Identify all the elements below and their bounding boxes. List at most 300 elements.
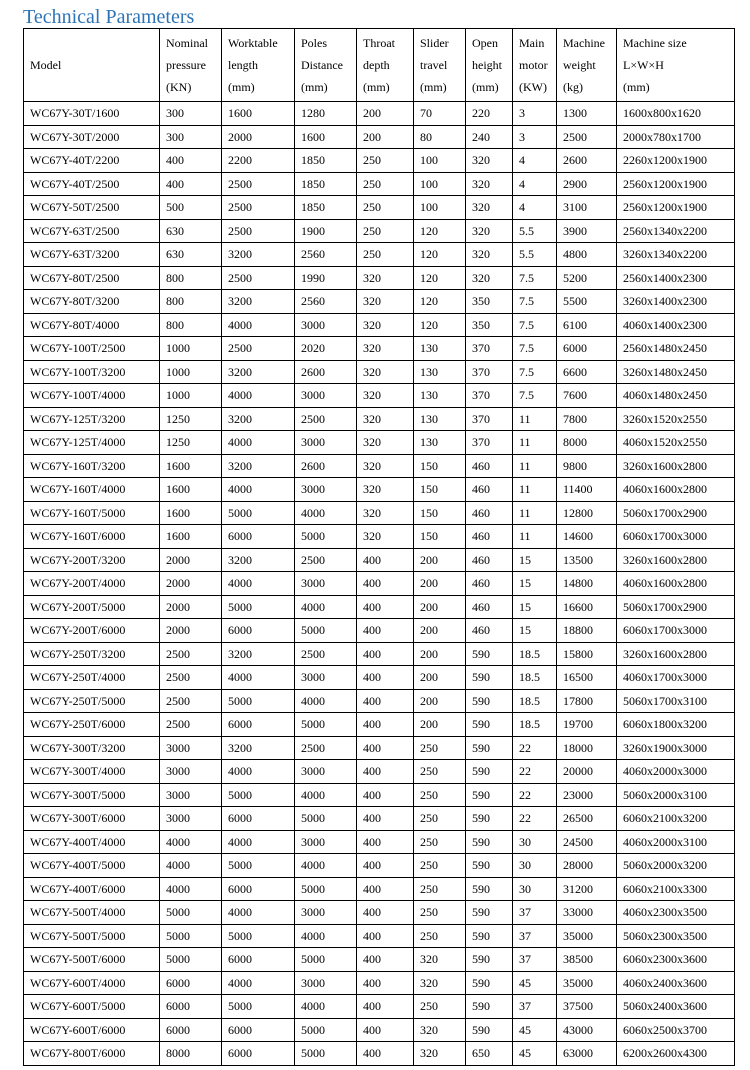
header-nominal-pressure: [160, 29, 222, 102]
table-row: [24, 266, 735, 290]
cell-worktable-length: 2200: [222, 149, 295, 173]
cell-machine-size: 3260x1900x3000: [617, 736, 735, 760]
cell-throat-depth: 400: [357, 971, 414, 995]
cell-nominal-pressure: 1250: [160, 431, 222, 455]
cell-nominal-pressure: 2000: [160, 572, 222, 596]
header-line: Nominal: [166, 36, 208, 50]
cell-main-motor: 37: [513, 901, 557, 925]
cell-model: WC67Y-800T/6000: [24, 1042, 160, 1066]
cell-model: WC67Y-250T/3200: [24, 642, 160, 666]
cell-open-height: 350: [466, 290, 513, 314]
cell-machine-weight: 6100: [557, 313, 617, 337]
cell-nominal-pressure: 400: [160, 149, 222, 173]
cell-machine-size: 2000x780x1700: [617, 125, 735, 149]
table-row: [24, 736, 735, 760]
header-line: (mm): [420, 80, 447, 94]
header-line: Machine: [563, 36, 605, 50]
cell-slider-travel: 320: [414, 948, 466, 972]
table-row: [24, 619, 735, 643]
cell-main-motor: 3: [513, 125, 557, 149]
cell-machine-size: 5060x2300x3500: [617, 924, 735, 948]
cell-open-height: 590: [466, 830, 513, 854]
cell-slider-travel: 200: [414, 595, 466, 619]
cell-poles-distance: 2560: [295, 243, 357, 267]
cell-model: WC67Y-300T/4000: [24, 760, 160, 784]
cell-poles-distance: 5000: [295, 525, 357, 549]
cell-throat-depth: 320: [357, 478, 414, 502]
cell-nominal-pressure: 2500: [160, 713, 222, 737]
cell-machine-size: 4060x1400x2300: [617, 313, 735, 337]
cell-slider-travel: 200: [414, 619, 466, 643]
cell-model: WC67Y-300T/5000: [24, 783, 160, 807]
cell-nominal-pressure: 300: [160, 102, 222, 126]
header-line: (KW): [519, 80, 547, 94]
cell-machine-size: 6060x2500x3700: [617, 1018, 735, 1042]
cell-main-motor: 45: [513, 971, 557, 995]
cell-machine-weight: 17800: [557, 689, 617, 713]
cell-slider-travel: 250: [414, 783, 466, 807]
header-line: (mm): [301, 80, 328, 94]
cell-model: WC67Y-100T/4000: [24, 384, 160, 408]
cell-main-motor: 22: [513, 783, 557, 807]
cell-throat-depth: 400: [357, 689, 414, 713]
cell-poles-distance: 3000: [295, 830, 357, 854]
cell-poles-distance: 3000: [295, 901, 357, 925]
cell-machine-weight: 2500: [557, 125, 617, 149]
cell-nominal-pressure: 1000: [160, 337, 222, 361]
table-row: [24, 290, 735, 314]
table-row: [24, 642, 735, 666]
cell-model: WC67Y-600T/4000: [24, 971, 160, 995]
cell-poles-distance: 1850: [295, 149, 357, 173]
cell-worktable-length: 5000: [222, 783, 295, 807]
cell-throat-depth: 400: [357, 783, 414, 807]
table-row: [24, 783, 735, 807]
cell-machine-weight: 2600: [557, 149, 617, 173]
cell-poles-distance: 4000: [295, 783, 357, 807]
technical-parameters-table: [23, 28, 735, 1066]
cell-machine-weight: 14600: [557, 525, 617, 549]
header-line: (kg): [563, 80, 583, 94]
cell-poles-distance: 5000: [295, 1042, 357, 1066]
cell-open-height: 460: [466, 548, 513, 572]
cell-worktable-length: 1600: [222, 102, 295, 126]
cell-nominal-pressure: 8000: [160, 1042, 222, 1066]
cell-open-height: 590: [466, 713, 513, 737]
cell-model: WC67Y-125T/4000: [24, 431, 160, 455]
table-row: [24, 995, 735, 1019]
cell-machine-weight: 33000: [557, 901, 617, 925]
cell-model: WC67Y-400T/4000: [24, 830, 160, 854]
cell-nominal-pressure: 4000: [160, 854, 222, 878]
cell-nominal-pressure: 1600: [160, 501, 222, 525]
table-row: [24, 595, 735, 619]
cell-slider-travel: 250: [414, 854, 466, 878]
cell-throat-depth: 400: [357, 760, 414, 784]
cell-model: WC67Y-100T/2500: [24, 337, 160, 361]
table-body: [24, 102, 735, 1066]
cell-throat-depth: 250: [357, 243, 414, 267]
cell-open-height: 350: [466, 313, 513, 337]
cell-nominal-pressure: 1600: [160, 525, 222, 549]
cell-nominal-pressure: 800: [160, 290, 222, 314]
cell-poles-distance: 3000: [295, 666, 357, 690]
cell-machine-weight: 16600: [557, 595, 617, 619]
cell-slider-travel: 150: [414, 478, 466, 502]
cell-main-motor: 22: [513, 760, 557, 784]
cell-machine-size: 3260x1600x2800: [617, 454, 735, 478]
cell-open-height: 590: [466, 807, 513, 831]
table-row: [24, 454, 735, 478]
cell-nominal-pressure: 6000: [160, 971, 222, 995]
cell-machine-size: 4060x1700x3000: [617, 666, 735, 690]
cell-model: WC67Y-63T/2500: [24, 219, 160, 243]
cell-poles-distance: 3000: [295, 478, 357, 502]
cell-nominal-pressure: 2500: [160, 642, 222, 666]
cell-machine-size: 3260x1340x2200: [617, 243, 735, 267]
cell-open-height: 460: [466, 595, 513, 619]
cell-main-motor: 30: [513, 877, 557, 901]
cell-model: WC67Y-200T/3200: [24, 548, 160, 572]
cell-throat-depth: 320: [357, 384, 414, 408]
cell-worktable-length: 3200: [222, 642, 295, 666]
header-line: Model: [30, 58, 62, 72]
cell-machine-size: 4060x2000x3000: [617, 760, 735, 784]
cell-throat-depth: 400: [357, 619, 414, 643]
cell-worktable-length: 6000: [222, 713, 295, 737]
cell-throat-depth: 400: [357, 713, 414, 737]
cell-open-height: 320: [466, 149, 513, 173]
cell-slider-travel: 100: [414, 172, 466, 196]
table-row: [24, 760, 735, 784]
cell-worktable-length: 3200: [222, 548, 295, 572]
cell-machine-weight: 7800: [557, 407, 617, 431]
header-machine-weight: [557, 29, 617, 102]
cell-machine-size: 6060x2300x3600: [617, 948, 735, 972]
cell-throat-depth: 400: [357, 642, 414, 666]
cell-main-motor: 7.5: [513, 337, 557, 361]
cell-open-height: 590: [466, 877, 513, 901]
cell-nominal-pressure: 3000: [160, 760, 222, 784]
cell-machine-weight: 6600: [557, 360, 617, 384]
cell-open-height: 370: [466, 337, 513, 361]
cell-slider-travel: 200: [414, 666, 466, 690]
table-row: [24, 196, 735, 220]
cell-machine-size: 5060x1700x3100: [617, 689, 735, 713]
header-line: Worktable: [228, 36, 278, 50]
cell-slider-travel: 120: [414, 290, 466, 314]
table-row: [24, 830, 735, 854]
cell-slider-travel: 250: [414, 760, 466, 784]
cell-worktable-length: 4000: [222, 313, 295, 337]
cell-model: WC67Y-250T/4000: [24, 666, 160, 690]
cell-open-height: 320: [466, 172, 513, 196]
cell-slider-travel: 130: [414, 407, 466, 431]
cell-poles-distance: 4000: [295, 995, 357, 1019]
cell-slider-travel: 70: [414, 102, 466, 126]
cell-main-motor: 18.5: [513, 713, 557, 737]
cell-open-height: 590: [466, 854, 513, 878]
cell-main-motor: 7.5: [513, 384, 557, 408]
table-row: [24, 854, 735, 878]
header-poles-distance: [295, 29, 357, 102]
cell-worktable-length: 2500: [222, 196, 295, 220]
cell-throat-depth: 400: [357, 807, 414, 831]
cell-throat-depth: 200: [357, 125, 414, 149]
header-line: Slider: [420, 36, 449, 50]
cell-worktable-length: 2500: [222, 172, 295, 196]
cell-slider-travel: 120: [414, 266, 466, 290]
cell-slider-travel: 120: [414, 243, 466, 267]
cell-slider-travel: 130: [414, 431, 466, 455]
cell-poles-distance: 2020: [295, 337, 357, 361]
cell-main-motor: 37: [513, 995, 557, 1019]
table-row: [24, 548, 735, 572]
cell-throat-depth: 400: [357, 548, 414, 572]
cell-nominal-pressure: 300: [160, 125, 222, 149]
cell-nominal-pressure: 3000: [160, 807, 222, 831]
cell-poles-distance: 2600: [295, 454, 357, 478]
cell-open-height: 590: [466, 642, 513, 666]
cell-poles-distance: 1900: [295, 219, 357, 243]
cell-model: WC67Y-250T/6000: [24, 713, 160, 737]
cell-model: WC67Y-300T/3200: [24, 736, 160, 760]
cell-model: WC67Y-80T/2500: [24, 266, 160, 290]
cell-open-height: 590: [466, 948, 513, 972]
cell-main-motor: 15: [513, 595, 557, 619]
cell-open-height: 590: [466, 689, 513, 713]
cell-machine-weight: 3100: [557, 196, 617, 220]
cell-machine-size: 3260x1480x2450: [617, 360, 735, 384]
header-model: [24, 29, 160, 102]
cell-throat-depth: 400: [357, 830, 414, 854]
cell-throat-depth: 400: [357, 995, 414, 1019]
cell-throat-depth: 320: [357, 525, 414, 549]
cell-main-motor: 11: [513, 407, 557, 431]
cell-worktable-length: 3200: [222, 360, 295, 384]
table-row: [24, 360, 735, 384]
cell-poles-distance: 2500: [295, 407, 357, 431]
cell-worktable-length: 5000: [222, 501, 295, 525]
cell-model: WC67Y-500T/6000: [24, 948, 160, 972]
cell-poles-distance: 5000: [295, 619, 357, 643]
cell-machine-size: 4060x2000x3100: [617, 830, 735, 854]
cell-machine-size: 4060x2300x3500: [617, 901, 735, 925]
cell-nominal-pressure: 2000: [160, 548, 222, 572]
header-row: [24, 29, 735, 102]
header-line: (mm): [623, 80, 650, 94]
table-row: [24, 125, 735, 149]
header-line: (KN): [166, 80, 192, 94]
cell-poles-distance: 4000: [295, 689, 357, 713]
cell-poles-distance: 5000: [295, 807, 357, 831]
cell-main-motor: 4: [513, 172, 557, 196]
cell-machine-weight: 24500: [557, 830, 617, 854]
table-row: [24, 901, 735, 925]
cell-poles-distance: 3000: [295, 313, 357, 337]
table-row: [24, 1042, 735, 1066]
cell-worktable-length: 3200: [222, 290, 295, 314]
cell-main-motor: 15: [513, 572, 557, 596]
table-row: [24, 243, 735, 267]
cell-main-motor: 18.5: [513, 642, 557, 666]
cell-poles-distance: 3000: [295, 971, 357, 995]
cell-worktable-length: 6000: [222, 1018, 295, 1042]
cell-main-motor: 45: [513, 1018, 557, 1042]
header-line: depth: [363, 58, 390, 72]
cell-main-motor: 7.5: [513, 290, 557, 314]
cell-poles-distance: 1280: [295, 102, 357, 126]
cell-worktable-length: 4000: [222, 666, 295, 690]
cell-poles-distance: 1850: [295, 196, 357, 220]
cell-nominal-pressure: 2000: [160, 595, 222, 619]
table-row: [24, 149, 735, 173]
cell-open-height: 320: [466, 196, 513, 220]
cell-model: WC67Y-250T/5000: [24, 689, 160, 713]
cell-open-height: 220: [466, 102, 513, 126]
cell-machine-size: 5060x2000x3200: [617, 854, 735, 878]
cell-open-height: 590: [466, 995, 513, 1019]
cell-throat-depth: 400: [357, 595, 414, 619]
cell-machine-weight: 6000: [557, 337, 617, 361]
table-row: [24, 407, 735, 431]
header-line: Throat: [363, 36, 395, 50]
cell-worktable-length: 4000: [222, 901, 295, 925]
cell-open-height: 370: [466, 407, 513, 431]
cell-machine-weight: 23000: [557, 783, 617, 807]
cell-nominal-pressure: 2500: [160, 689, 222, 713]
header-machine-size: [617, 29, 735, 102]
cell-worktable-length: 5000: [222, 689, 295, 713]
cell-machine-size: 2260x1200x1900: [617, 149, 735, 173]
cell-nominal-pressure: 1600: [160, 478, 222, 502]
cell-slider-travel: 200: [414, 642, 466, 666]
cell-nominal-pressure: 5000: [160, 901, 222, 925]
cell-throat-depth: 250: [357, 172, 414, 196]
cell-nominal-pressure: 4000: [160, 830, 222, 854]
cell-open-height: 650: [466, 1042, 513, 1066]
table-row: [24, 172, 735, 196]
cell-main-motor: 7.5: [513, 266, 557, 290]
cell-slider-travel: 320: [414, 1042, 466, 1066]
cell-open-height: 370: [466, 431, 513, 455]
header-line: Distance: [301, 58, 343, 72]
cell-machine-weight: 13500: [557, 548, 617, 572]
cell-poles-distance: 4000: [295, 595, 357, 619]
cell-model: WC67Y-400T/5000: [24, 854, 160, 878]
cell-nominal-pressure: 1600: [160, 454, 222, 478]
cell-main-motor: 5.5: [513, 243, 557, 267]
table-row: [24, 102, 735, 126]
cell-main-motor: 30: [513, 854, 557, 878]
cell-poles-distance: 1600: [295, 125, 357, 149]
table-row: [24, 924, 735, 948]
cell-poles-distance: 1990: [295, 266, 357, 290]
cell-machine-size: 1600x800x1620: [617, 102, 735, 126]
cell-main-motor: 11: [513, 454, 557, 478]
cell-slider-travel: 200: [414, 713, 466, 737]
cell-open-height: 590: [466, 736, 513, 760]
cell-worktable-length: 4000: [222, 384, 295, 408]
cell-open-height: 240: [466, 125, 513, 149]
cell-machine-weight: 19700: [557, 713, 617, 737]
cell-machine-weight: 2900: [557, 172, 617, 196]
cell-worktable-length: 6000: [222, 1042, 295, 1066]
cell-open-height: 590: [466, 783, 513, 807]
cell-main-motor: 22: [513, 807, 557, 831]
cell-nominal-pressure: 4000: [160, 877, 222, 901]
cell-worktable-length: 4000: [222, 572, 295, 596]
cell-slider-travel: 320: [414, 971, 466, 995]
cell-throat-depth: 400: [357, 572, 414, 596]
cell-throat-depth: 200: [357, 102, 414, 126]
cell-model: WC67Y-160T/4000: [24, 478, 160, 502]
cell-slider-travel: 130: [414, 384, 466, 408]
cell-main-motor: 11: [513, 525, 557, 549]
cell-open-height: 590: [466, 971, 513, 995]
cell-worktable-length: 2500: [222, 219, 295, 243]
cell-nominal-pressure: 6000: [160, 1018, 222, 1042]
cell-main-motor: 37: [513, 924, 557, 948]
cell-machine-size: 3260x1600x2800: [617, 642, 735, 666]
header-line: pressure: [166, 58, 206, 72]
table-row: [24, 689, 735, 713]
cell-model: WC67Y-160T/6000: [24, 525, 160, 549]
header-slider-travel: [414, 29, 466, 102]
cell-throat-depth: 400: [357, 901, 414, 925]
cell-model: WC67Y-63T/3200: [24, 243, 160, 267]
cell-worktable-length: 6000: [222, 877, 295, 901]
cell-worktable-length: 4000: [222, 971, 295, 995]
table-row: [24, 1018, 735, 1042]
cell-throat-depth: 400: [357, 948, 414, 972]
cell-slider-travel: 120: [414, 313, 466, 337]
cell-model: WC67Y-200T/4000: [24, 572, 160, 596]
header-line: travel: [420, 58, 448, 72]
cell-slider-travel: 120: [414, 219, 466, 243]
cell-machine-weight: 7600: [557, 384, 617, 408]
cell-slider-travel: 250: [414, 924, 466, 948]
cell-slider-travel: 200: [414, 548, 466, 572]
cell-nominal-pressure: 400: [160, 172, 222, 196]
cell-poles-distance: 1850: [295, 172, 357, 196]
cell-poles-distance: 2500: [295, 642, 357, 666]
cell-worktable-length: 6000: [222, 525, 295, 549]
cell-worktable-length: 4000: [222, 830, 295, 854]
cell-throat-depth: 320: [357, 290, 414, 314]
cell-throat-depth: 320: [357, 407, 414, 431]
cell-throat-depth: 320: [357, 266, 414, 290]
cell-machine-weight: 43000: [557, 1018, 617, 1042]
cell-machine-weight: 15800: [557, 642, 617, 666]
header-line: Open: [472, 36, 498, 50]
cell-main-motor: 3: [513, 102, 557, 126]
cell-poles-distance: 3000: [295, 431, 357, 455]
table-row: [24, 572, 735, 596]
cell-model: WC67Y-40T/2200: [24, 149, 160, 173]
cell-nominal-pressure: 630: [160, 243, 222, 267]
cell-model: WC67Y-400T/6000: [24, 877, 160, 901]
cell-slider-travel: 320: [414, 1018, 466, 1042]
cell-machine-size: 6060x1700x3000: [617, 619, 735, 643]
cell-main-motor: 15: [513, 548, 557, 572]
cell-worktable-length: 5000: [222, 595, 295, 619]
cell-throat-depth: 400: [357, 666, 414, 690]
cell-throat-depth: 320: [357, 360, 414, 384]
cell-open-height: 460: [466, 619, 513, 643]
cell-slider-travel: 150: [414, 454, 466, 478]
cell-nominal-pressure: 800: [160, 266, 222, 290]
